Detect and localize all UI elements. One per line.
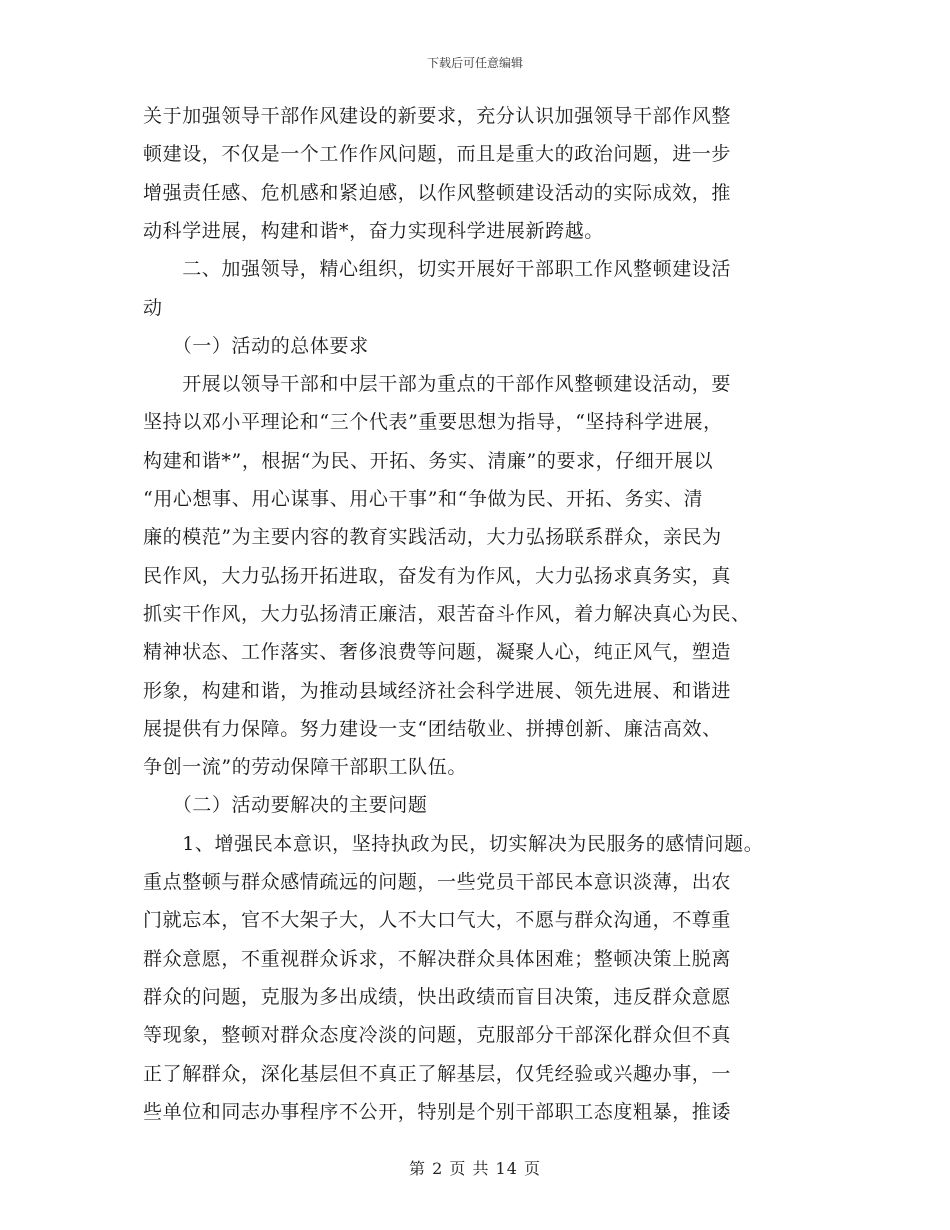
text-line: 形象，构建和谐，为推动县域经济社会科学进展、领先进展、和谐进 xyxy=(143,679,732,702)
text-line: （二）活动要解决的主要问题 xyxy=(143,794,428,817)
text-line: 民作风，大力弘扬开拓进取，奋发有为作风，大力弘扬求真务实，真 xyxy=(143,564,732,587)
text-line: 精神状态、工作落实、奢侈浪费等问题，凝聚人心，纯正风气，塑造 xyxy=(143,641,732,664)
text-line: 展提供有力保障。努力建设一支“团结敬业、拼搏创新、廉洁高效、 xyxy=(143,717,722,740)
text-line: 抓实干作风，大力弘扬清正廉洁，艰苦奋斗作风，着力解决真心为民、 xyxy=(143,602,751,625)
text-line: 廉的模范”为主要内容的教育实践活动，大力弘扬联系群众，亲民为 xyxy=(143,526,722,549)
text-line: 动 xyxy=(143,296,163,319)
text-line: 增强责任感、危机感和紧迫感，以作风整顿建设活动的实际成效，推 xyxy=(143,181,732,204)
text-line: 二、加强领导，精心组织，切实开展好干部职工作风整顿建设活 xyxy=(143,258,732,281)
text-line: 正了解群众，深化基层但不真正了解基层，仅凭经验或兴趣办事，一 xyxy=(143,1062,732,1085)
text-line: 等现象，整顿对群众态度冷淡的问题，克服部分干部深化群众但不真 xyxy=(143,1024,732,1047)
text-line: 门就忘本，官不大架子大，人不大口气大，不愿与群众沟通，不尊重 xyxy=(143,909,732,932)
text-line: 关于加强领导干部作风建设的新要求，充分认识加强领导干部作风整 xyxy=(143,105,732,127)
text-line: 顿建设，不仅是一个工作作风问题，而且是重大的政治问题，进一步 xyxy=(143,143,732,166)
text-line: （一）活动的总体要求 xyxy=(143,334,369,357)
text-line: “用心想事、用心谋事、用心干事”和“争做为民、开拓、务实、清 xyxy=(143,488,704,510)
text-line: 争创一流”的劳动保障干部职工队伍。 xyxy=(143,756,467,779)
text-line: 坚持以邓小平理论和“三个代表”重要思想为指导，“坚持科学进展， xyxy=(143,411,723,434)
page-header: 下载后可任意编辑 xyxy=(426,56,523,70)
text-line: 动科学进展，构建和谐*，奋力实现科学进展新跨越。 xyxy=(143,219,604,242)
text-line: 开展以领导干部和中层干部为重点的干部作风整顿建设活动，要 xyxy=(143,373,732,396)
text-line: 1、增强民本意识，坚持执政为民，切实解决为民服务的感情问题。 xyxy=(143,832,764,855)
text-line: 群众的问题，克服为多出成绩，快出政绩而盲目决策，违反群众意愿 xyxy=(143,985,732,1008)
text-line: 些单位和同志办事程序不公开，特别是个别干部职工态度粗暴，推诿 xyxy=(143,1100,732,1123)
text-line: 重点整顿与群众感情疏远的问题，一些党员干部民本意识淡薄，出农 xyxy=(143,871,732,893)
page-number-footer: 第 2 页 共 14 页 xyxy=(409,1159,541,1178)
text-line: 构建和谐*”，根据“为民、开拓、务实、清廉”的要求，仔细开展以 xyxy=(143,449,714,472)
text-line: 群众意愿，不重视群众诉求，不解决群众具体困难；整顿决策上脱离 xyxy=(143,947,732,970)
